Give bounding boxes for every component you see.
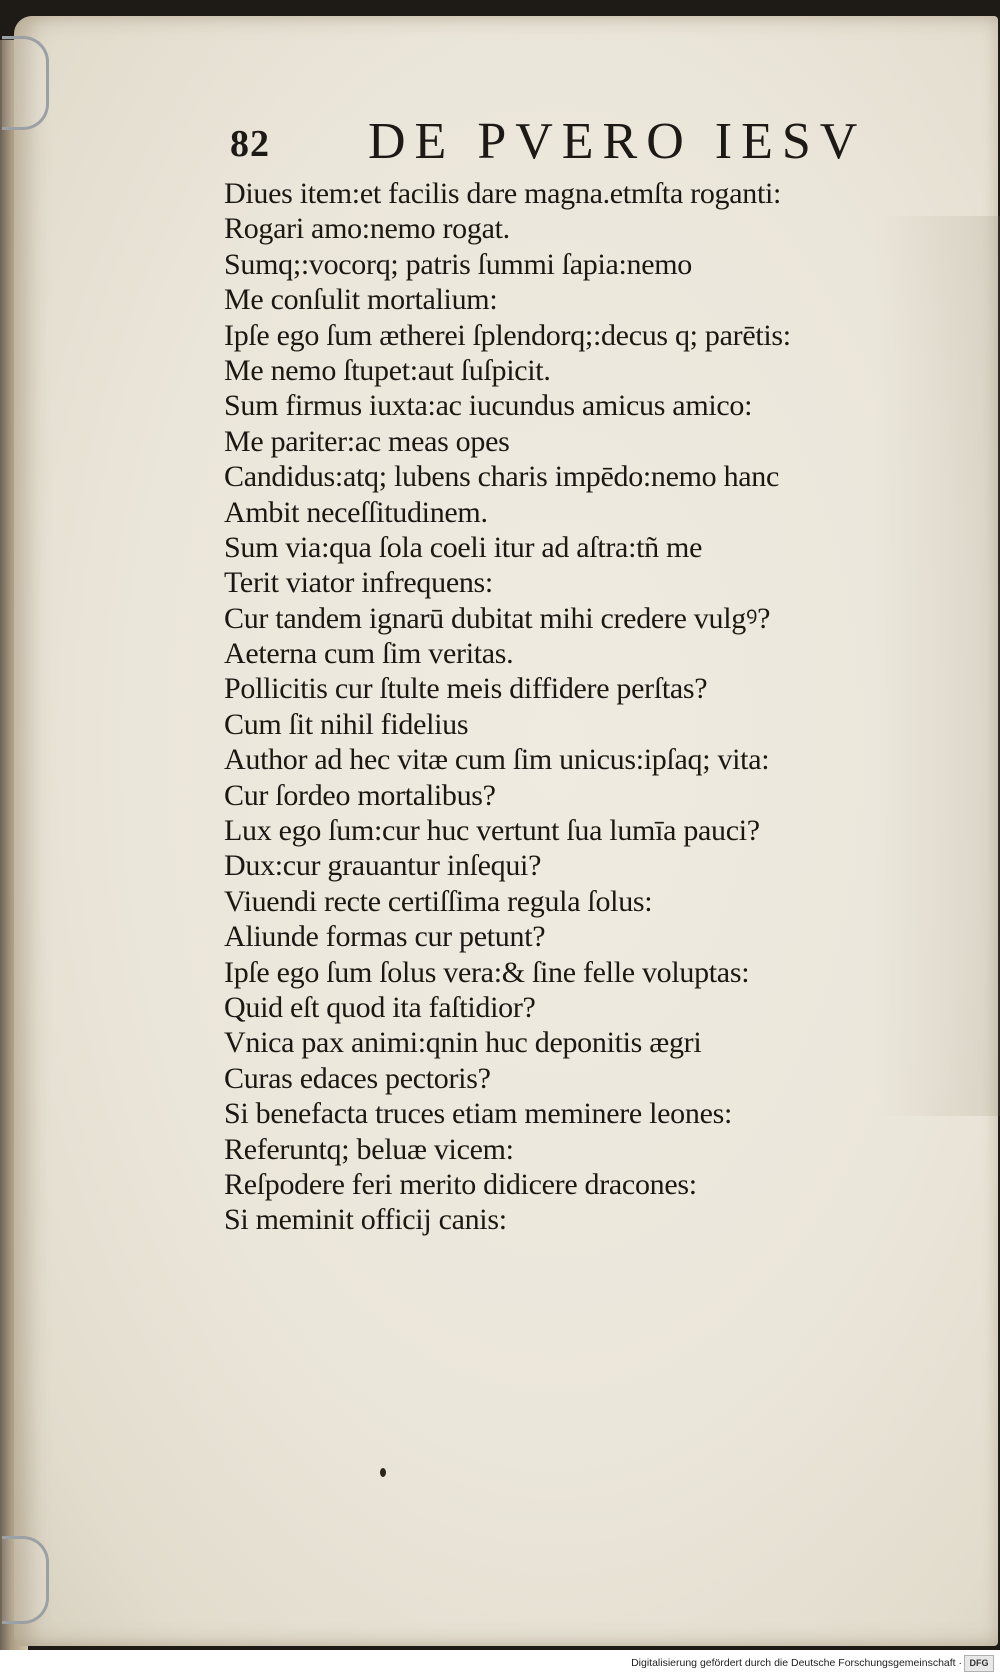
verse-line: Me nemo ſtupet:aut ſuſpicit. — [224, 353, 551, 387]
verse-line: Pollicitis cur ſtulte meis diffidere perſtas? — [224, 672, 708, 706]
verse-line: Dux:cur grauantur inſequi? — [224, 849, 542, 883]
verse-line: Diues item:et facilis dare magna.etmſta roganti: — [224, 177, 782, 210]
verse-line: Ambit neceſſitudinem. — [224, 495, 488, 529]
footer-bar — [0, 1650, 1000, 1678]
verse-line: Candidus:atq; lubens charis impēdo:nemo hanc — [224, 460, 780, 494]
verse-line: Cum ſit nihil fidelius — [224, 707, 469, 741]
verse-line: Ipſe ego ſum ſolus vera:& ſine felle voluptas: — [224, 955, 750, 989]
page-clip-top — [2, 36, 49, 130]
verse-block — [224, 176, 944, 1238]
verse-line: Si meminit officij canis: — [224, 1203, 507, 1237]
ink-speck — [380, 1468, 386, 1477]
book-page — [14, 16, 998, 1646]
verse-line: Me conſulit mortalium: — [224, 283, 498, 317]
verse-line: Viuendi recte certiſſima regula ſolus: — [224, 884, 653, 918]
verse-line: Vnica pax animi:qnin huc deponitis ægri — [224, 1026, 702, 1060]
page-number: 82 — [230, 123, 270, 165]
verse-line: Si benefacta truces etiam meminere leones: — [224, 1097, 733, 1131]
verse-line: Reſpodere feri merito didicere dracones: — [224, 1167, 697, 1201]
page-clip-bottom — [2, 1536, 49, 1624]
verse-line: Referuntq; beluæ vicem: — [224, 1132, 514, 1166]
verse-line: Curas edaces pectoris? — [224, 1061, 491, 1095]
running-title: DE PVERO IESV — [368, 113, 867, 170]
funding-credit: Digitalisierung gefördert durch die Deutsche Forschungsgemeinschaft · — [631, 1657, 962, 1669]
verse-line: Sum via:qua ſola coeli itur ad aſtra:tñ me — [224, 530, 703, 564]
verse-line: Terit viator infrequens: — [224, 566, 493, 600]
verse-line: Rogari amo:nemo rogat. — [224, 212, 510, 246]
verse-line: Ipſe ego ſum ætherei ſplendorq;:decus q; parētis: — [224, 318, 791, 352]
verse-line: Cur ſordeo mortalibus? — [224, 778, 496, 812]
verse-line: Sumq;:vocorq; patris ſummi ſapia:nemo — [224, 247, 693, 281]
verse-line: Aeterna cum ſim veritas. — [224, 637, 514, 671]
verse-line: Lux ego ſum:cur huc vertunt ſua lumīa pauci? — [224, 814, 760, 848]
verse-line: Cur tandem ignarū dubitat mihi credere vulgꝰ? — [224, 601, 771, 635]
verse-line: Me pariter:ac meas opes — [224, 424, 510, 458]
verse-line: Aliunde formas cur petunt? — [224, 920, 546, 954]
page-header — [230, 112, 930, 172]
verse-line: Sum firmus iuxta:ac iucundus amicus amico: — [224, 389, 753, 423]
verse-line: Quid eſt quod ita faſtidior? — [224, 990, 536, 1024]
dfg-logo: DFG — [964, 1655, 994, 1672]
verse-line: Author ad hec vitæ cum ſim unicus:ipſaq; vita: — [224, 743, 770, 777]
